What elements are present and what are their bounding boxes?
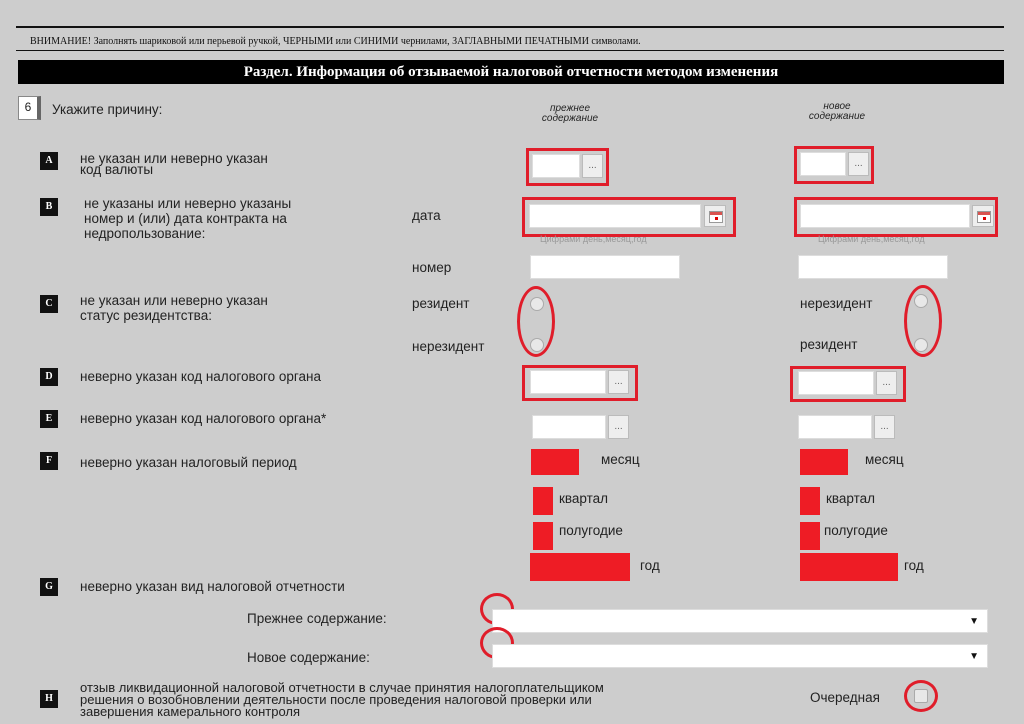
column-header-new: новое содержание	[808, 101, 866, 122]
calendar-icon[interactable]	[704, 205, 726, 227]
regular-report-checkbox[interactable]	[914, 689, 928, 703]
currency-code-new-picker-button[interactable]: ...	[848, 152, 869, 176]
quarter-label-new: квартал	[826, 491, 876, 506]
item-letter-e: E	[40, 410, 58, 428]
quarter-old-input[interactable]	[533, 487, 553, 515]
item-c-label: не указан или неверно указан статус резидентства:	[80, 293, 268, 323]
regular-report-label: Очередная	[810, 690, 880, 705]
chevron-down-icon: ▼	[969, 616, 979, 627]
currency-code-new-input[interactable]	[800, 152, 846, 176]
year-label-new: год	[904, 558, 924, 573]
date-hint-new: Цифрами день,месяц,год	[818, 234, 925, 244]
column-header-old: прежнее содержание	[541, 103, 599, 124]
tax-office-code-new-picker-button[interactable]: ...	[876, 371, 897, 395]
nonresident-label-new: нерезидент	[800, 296, 873, 311]
nonresident-old-radio[interactable]	[530, 338, 544, 352]
contract-number-label: номер	[412, 260, 452, 275]
contract-number-old-input[interactable]	[530, 255, 680, 279]
currency-code-old-input[interactable]	[532, 154, 580, 178]
tax-office-code2-new-input[interactable]	[798, 415, 872, 439]
item-h-label: отзыв ликвидационной налоговой отчетности в случае принятия налогоплательщиком решения о возобновлении деятельности после проведения налоговой проверки или завершения камерального контроля	[80, 680, 604, 719]
half-year-old-input[interactable]	[533, 522, 553, 550]
half-year-label-old: полугодие	[559, 523, 623, 538]
year-label-old: год	[640, 558, 660, 573]
nonresident-label-old: нерезидент	[412, 339, 485, 354]
item-e-label: неверно указан код налогового органа*	[80, 411, 327, 426]
contract-date-new-input[interactable]	[800, 204, 970, 228]
item-b-label: не указаны или неверно указаны номер и (или) дата контракта на недропользование:	[84, 196, 292, 241]
item-letter-g: G	[40, 578, 58, 596]
month-label-old: месяц	[601, 452, 640, 467]
top-rule	[16, 26, 1004, 28]
resident-new-radio[interactable]	[914, 338, 928, 352]
item-letter-d: D	[40, 368, 58, 386]
report-type-old-select[interactable]	[492, 609, 988, 633]
contract-date-old-input[interactable]	[529, 204, 701, 228]
item-letter-f: F	[40, 452, 58, 470]
year-old-input[interactable]	[530, 553, 630, 581]
item-g-label: неверно указан вид налоговой отчетности	[80, 579, 345, 594]
nonresident-new-radio[interactable]	[914, 294, 928, 308]
item-d-label: неверно указан код налогового органа	[80, 369, 321, 384]
warning-rule	[16, 50, 1004, 51]
month-label-new: месяц	[865, 452, 904, 467]
report-type-new-label: Новое содержание:	[247, 650, 370, 665]
contract-number-new-input[interactable]	[798, 255, 948, 279]
month-old-input[interactable]	[531, 449, 579, 475]
warning-text: ВНИМАНИЕ! Заполнять шариковой или перьевой ручкой, ЧЕРНЫМИ или СИНИМИ чернилами, ЗАГЛАВНЫМИ ПЕЧАТНЫМИ символами.	[30, 36, 641, 47]
reason-label: Укажите причину:	[52, 102, 163, 117]
report-type-new-select[interactable]	[492, 644, 988, 668]
item-f-label: неверно указан налоговый период	[80, 455, 297, 470]
tax-office-code2-old-picker-button[interactable]: ...	[608, 415, 629, 439]
section-number: 6	[18, 96, 41, 120]
item-a-label: не указан или неверно указан код валюты	[80, 151, 268, 177]
month-new-input[interactable]	[800, 449, 848, 475]
tax-office-code-old-picker-button[interactable]: ...	[608, 370, 629, 394]
resident-label-old: резидент	[412, 296, 470, 311]
item-letter-a: A	[40, 152, 58, 170]
year-new-input[interactable]	[800, 553, 898, 581]
item-letter-c: C	[40, 295, 58, 313]
contract-date-label: дата	[412, 208, 441, 223]
currency-code-old-picker-button[interactable]: ...	[582, 154, 603, 178]
half-year-label-new: полугодие	[824, 523, 888, 538]
tax-office-code-new-input[interactable]	[798, 371, 874, 395]
date-hint-old: Цифрами день,месяц,год	[540, 234, 647, 244]
resident-label-new: резидент	[800, 337, 858, 352]
item-letter-h: H	[40, 690, 58, 708]
section-title: Раздел. Информация об отзываемой налоговой отчетности методом изменения	[18, 60, 1004, 84]
report-type-old-label: Прежнее содержание:	[247, 611, 387, 626]
quarter-label-old: квартал	[559, 491, 609, 506]
chevron-down-icon: ▼	[969, 651, 979, 662]
calendar-icon[interactable]	[972, 205, 994, 227]
tax-office-code2-old-input[interactable]	[532, 415, 606, 439]
half-year-new-input[interactable]	[800, 522, 820, 550]
quarter-new-input[interactable]	[800, 487, 820, 515]
resident-old-radio[interactable]	[530, 297, 544, 311]
tax-office-code-old-input[interactable]	[530, 370, 606, 394]
tax-office-code2-new-picker-button[interactable]: ...	[874, 415, 895, 439]
item-letter-b: B	[40, 198, 58, 216]
